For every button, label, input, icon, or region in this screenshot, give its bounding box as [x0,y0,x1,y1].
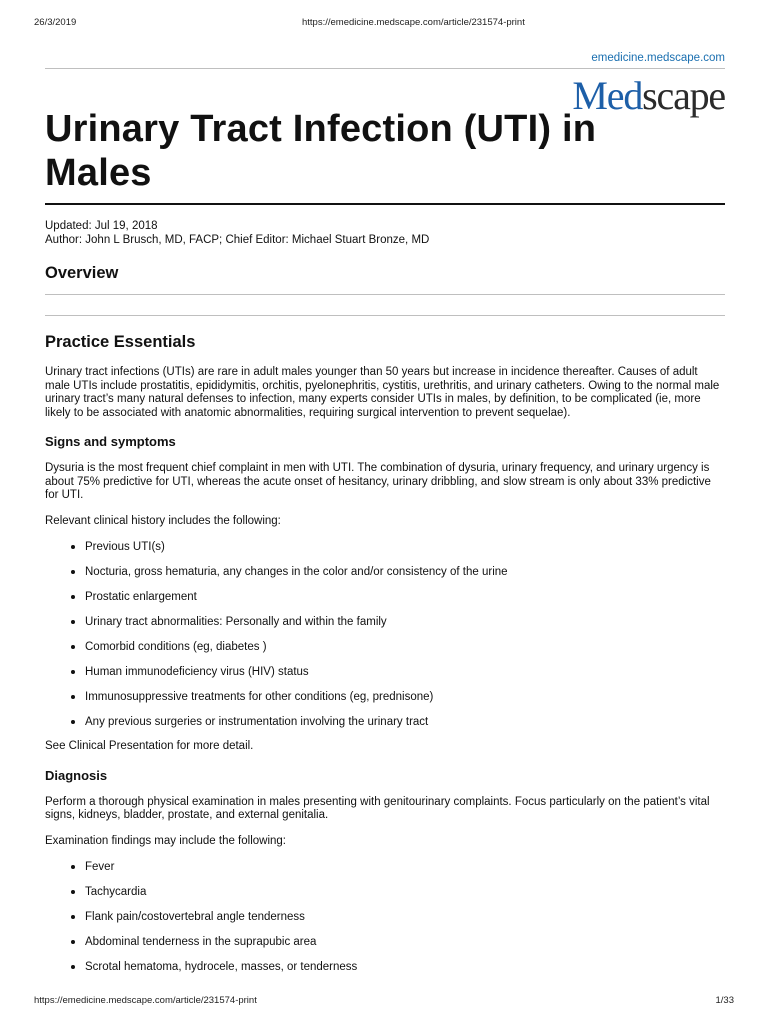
examination-findings-list [45,860,725,974]
signs-paragraph: Dysuria is the most frequent chief complaint in men with UTI. The combination of dysuria, urinary frequency, and urinary urgency is about 75% predictive for UTI, whereas the acute onset of hesitancy, urinary dribbling, and slow stream is only about 33% predictive for UTI. [45,462,711,501]
site-link[interactable]: emedicine.medscape.com [591,52,725,64]
list-item: Comorbid conditions (eg, diabetes ) [45,640,725,654]
list-item: Nocturia, gross hematuria, any changes in the color and/or consistency of the urine [45,565,725,579]
article-meta [45,219,725,247]
diagnosis-paragraph: Perform a thorough physical examination in males presenting with genitourinary complaints. Focus particularly on the patient’s vital signs, kidneys, bladder, prostate, and external genitalia. [45,795,710,821]
print-date: 26/3/2019 [34,17,77,28]
clinical-history-intro: Relevant clinical history includes the following: [45,514,281,527]
list-item: Prostatic enlargement [45,590,725,604]
list-item: Tachycardia [45,885,725,899]
list-item: Human immunodeficiency virus (HIV) status [45,665,725,679]
list-item: Abdominal tenderness in the suprapubic area [45,935,725,949]
overview-divider-2 [45,315,725,316]
signs-heading: Signs and symptoms [45,434,176,449]
print-footer [34,995,734,1009]
logo-part-scape: scape [642,73,725,118]
author-line: Author: John L Brusch, MD, FACP; Chief Editor: Michael Stuart Bronze, MD [45,234,430,246]
list-item: Fever [45,860,725,874]
diagnosis-heading: Diagnosis [45,767,108,783]
list-item: Immunosuppressive treatments for other conditions (eg, prednisone) [45,690,725,704]
print-url: https://emedicine.medscape.com/article/231574-print [302,17,525,28]
overview-heading: Overview [45,264,119,282]
page-number: 1/33 [715,995,734,1006]
list-item: Flank pain/costovertebral angle tenderness [45,910,725,924]
practice-essentials-intro: Urinary tract infections (UTIs) are rare in adult males younger than 50 years but increase in incidence thereafter. Causes of adult male UTIs include prostatitis, epididymitis, orchitis, pyelonephritis, cystitis, urethritis, and urinary catheters. Owing to the normal male urinary tract’s many natural defenses to infection, many experts consider UTIs in males, by definition, to be complicated (ie, more likely to be associated with anatomic abnormalities, requiring surgical intervention to prevent sequelae). [45,366,720,419]
clinical-history-list [45,540,725,729]
print-header [34,17,734,31]
practice-essentials-heading: Practice Essentials [45,333,196,351]
see-clinical-presentation: See Clinical Presentation for more detail. [45,740,254,752]
list-item: Urinary tract abnormalities: Personally and within the family [45,615,725,629]
examination-findings-intro: Examination findings may include the following: [45,834,286,847]
article-content [45,50,725,974]
logo-part-med: Med [572,73,643,118]
medscape-logo [572,74,725,118]
list-item: Any previous surgeries or instrumentation involving the urinary tract [45,715,725,729]
article-title: Urinary Tract Infection (UTI) in Males [45,108,597,194]
overview-divider-1 [45,294,725,295]
footer-url: https://emedicine.medscape.com/article/231574-print [34,995,257,1006]
updated-date: Updated: Jul 19, 2018 [45,220,158,232]
title-divider [45,203,725,205]
list-item: Scrotal hematoma, hydrocele, masses, or tenderness [45,960,725,974]
list-item: Previous UTI(s) [45,540,725,554]
